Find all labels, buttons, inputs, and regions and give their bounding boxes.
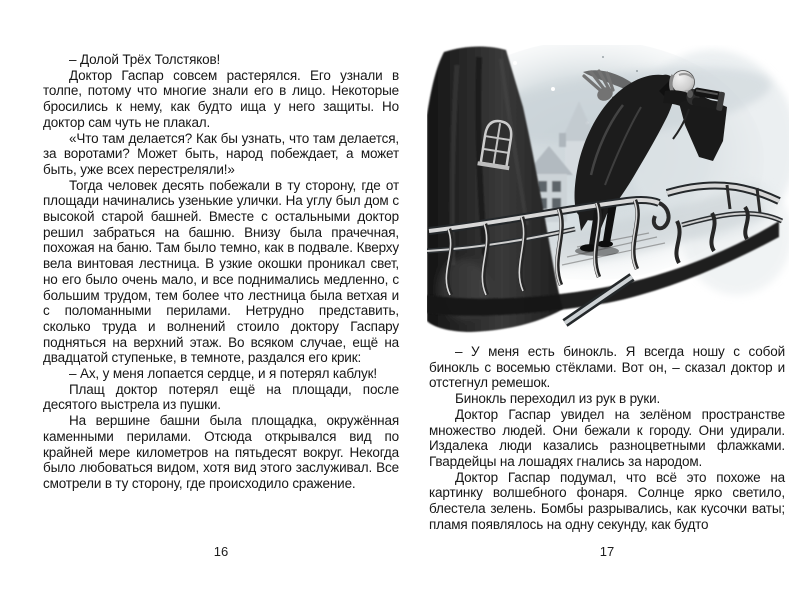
- shoe: [597, 241, 613, 248]
- paragraph: Доктор Гаспар увидел на зелёном пространстве множество людей. Они бежали к городу. Они удирали. Издалека люди казались разноцветными флажками. Гвардейцы на лошадях гнались за народом.: [429, 406, 785, 469]
- tower-illustration: [427, 45, 789, 338]
- page-left: [43, 52, 399, 492]
- paragraph: – Долой Трёх Толстяков!: [69, 52, 221, 67]
- right-page-text: [429, 344, 785, 532]
- paragraph: Бинокль переходил из рук в руки.: [455, 391, 661, 407]
- paragraph: Плащ доктор потерял ещё на площади, после десятого выстрела из пушки.: [43, 381, 399, 413]
- paragraph: – У меня есть бинокль. Я всегда ношу с собой бинокль с восемью стёклами. Вот он, – сказал доктор и отстегнул ремешок.: [429, 344, 785, 391]
- paragraph: Доктор Гаспар совсем растерялся. Его узнали в толпе, потому что многие знали его в лицо. Некоторые бросились к нему, как будто ища у него защиты. Но доктор сам чуть не плакал.: [43, 67, 399, 130]
- paragraph: «Что там делается? Как бы узнать, что там делается, за воротами? Может быть, народ побеждает, а может быть, уже всех перестреляли!»: [43, 130, 399, 177]
- right-page-number: 17: [599, 544, 615, 559]
- tower-illustration-svg: [427, 45, 789, 338]
- paragraph: – Ах, у меня лопается сердце, и я потерял каблук!: [69, 366, 377, 382]
- left-page-text: [43, 52, 399, 492]
- paragraph: Доктор Гаспар подумал, что всё это похоже на картинку волшебного фонаря. Солнце ярко светило, блестела зелень. Бомбы разрывались, как кусочки ваты; пламя появлялось на одну секунду, как будто: [429, 469, 785, 532]
- paragraph: На вершине башни была площадка, окружённая каменными перилами. Отсюда открывался вид по крайней мере километров на пятьдесят вокруг. Некогда было любоваться видом, хотя вид этого заслуживал. Все смотрели в ту сторону, где происходило сражение.: [43, 413, 399, 491]
- page-right: [429, 52, 785, 532]
- left-page-number: 16: [213, 544, 229, 559]
- paragraph: Тогда человек десять побежали в ту сторону, где от площади начинались узенькие улички. На углу был дом с высокой старой башней. Вместе с остальными доктор решил забраться на башню. Внизу была прачечная, похожая на баню. Там было темно, как в подвале. Кверху вела винтовая лестница. В узкие окошки проникал свет, но его было очень мало, и все поднимались медленно, с большим трудом, тем более что лестница была ветхая и с поломанными перилами. Нетрудно представить, сколько труда и волнений стоило доктору Гаспару подняться на верхний этаж. Во всяком случае, ещё на двадцатой ступеньке, в темноте, раздался его крик:: [43, 177, 399, 366]
